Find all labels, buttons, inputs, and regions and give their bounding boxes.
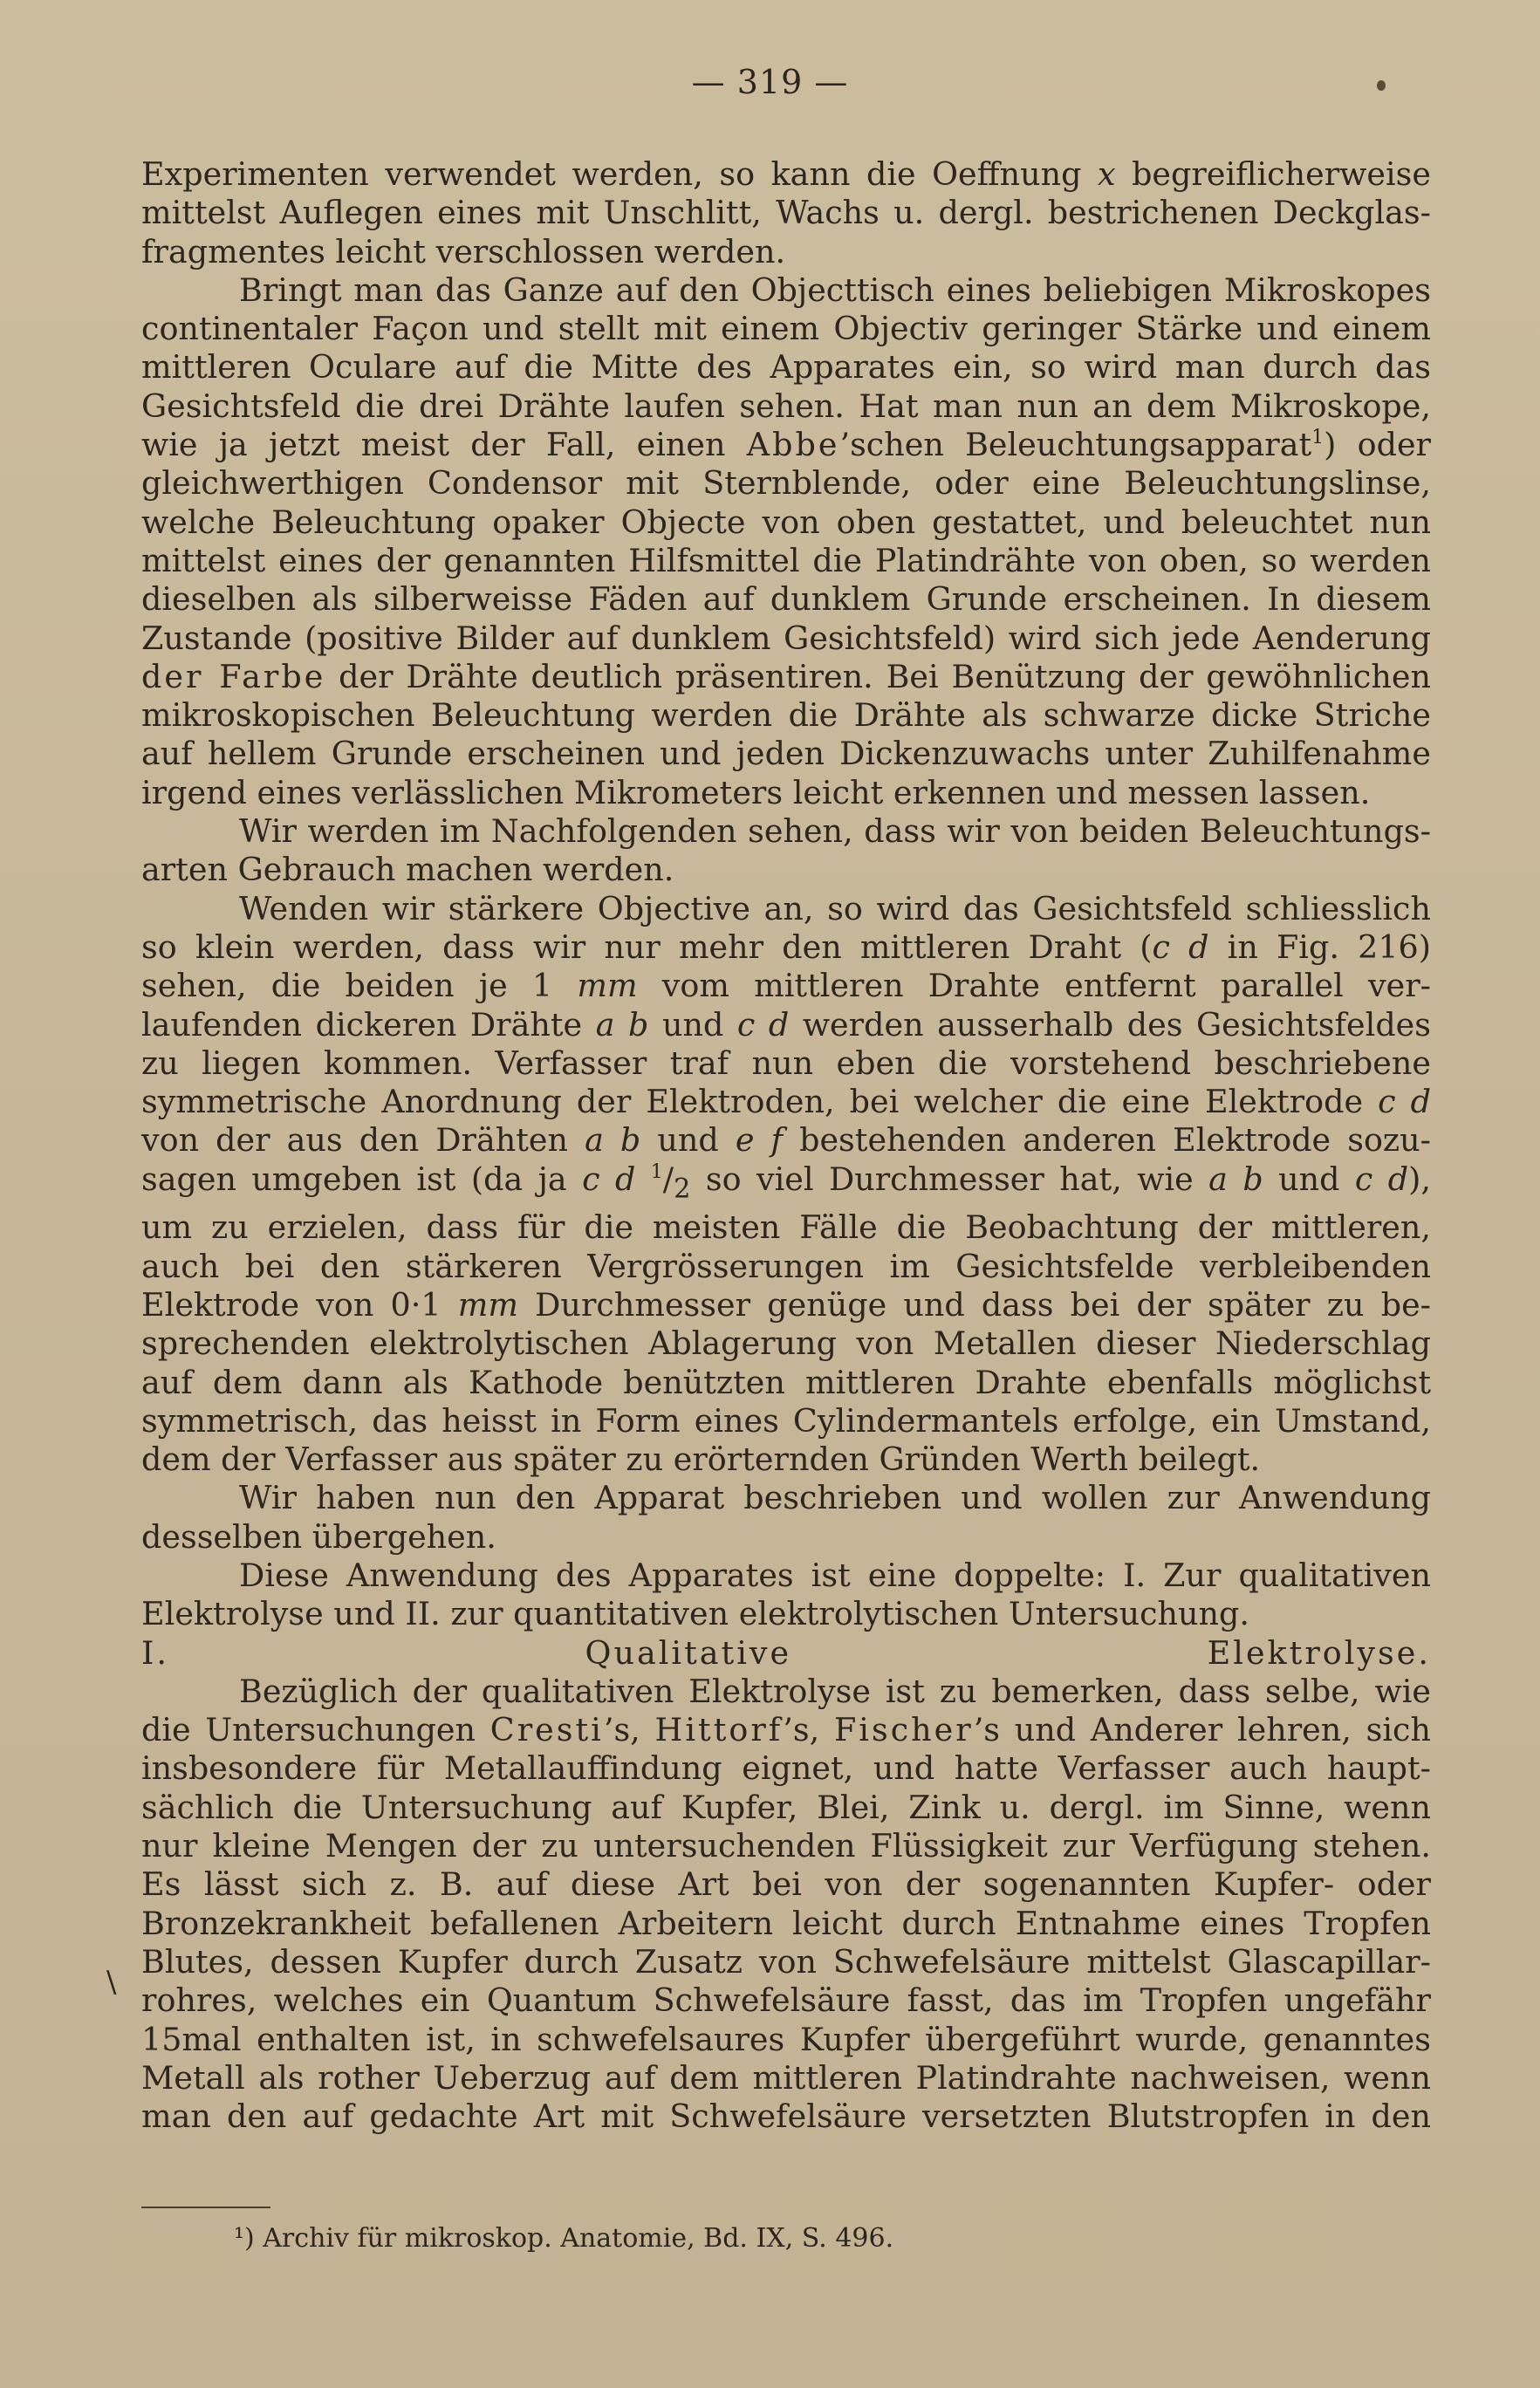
text-line: dem der Verfasser aus später zu erörternden Gründen Werth beilegt.	[141, 1440, 1261, 1479]
text-line: Diese Anwendung des Apparates ist eine doppelte: I. Zur qualitativen	[239, 1556, 1431, 1594]
page-number: — 319 —	[691, 63, 849, 101]
text-line: desselben übergehen.	[141, 1517, 496, 1556]
text-line: auf hellem Grunde erscheinen und jeden Dickenzuwachs unter Zuhilfenahme	[141, 735, 1431, 773]
text-line: mittelst eines der genannten Hilfsmittel die Platindrähte von oben, so werden	[141, 541, 1431, 579]
text-line: Elektrolyse und II. zur quantitativen elektrolytischen Untersuchung.	[141, 1595, 1250, 1633]
body-text	[141, 155, 1431, 2136]
text-line: symmetrisch, das heisst in Form eines Cylindermantels erfolge, ein Umstand,	[141, 1401, 1431, 1440]
text-line: sprechenden elektrolytischen Ablagerung von Metallen dieser Niederschlag	[141, 1324, 1431, 1363]
text-line: Wir werden im Nachfolgenden sehen, dass wir von beiden Beleuchtungs-	[239, 812, 1431, 851]
text-line: dieselben als silberweisse Fäden auf dunklem Grunde erscheinen. In diesem	[141, 580, 1431, 619]
text-line: insbesondere für Metallauffindung eignet, und hatte Verfasser auch haupt-	[141, 1749, 1431, 1788]
text-line: nur kleine Mengen der zu untersuchenden Flüssigkeit zur Verfügung stehen.	[141, 1827, 1431, 1865]
ink-speck	[1377, 80, 1386, 91]
text-line: fragmentes leicht verschlossen werden.	[141, 232, 786, 270]
text-line: um zu erzielen, dass für die meisten Fälle die Beobachtung der mittleren,	[141, 1208, 1431, 1247]
text-line: gleichwerthigen Condensor mit Sternblende, oder eine Beleuchtungslinse,	[141, 464, 1431, 503]
text-line: der Farbe der Drähte deutlich präsentiren. Bei Benützung der gewöhnlichen	[141, 657, 1431, 695]
text-line: mittleren Oculare auf die Mitte des Apparates ein, so wird man durch das	[141, 348, 1431, 387]
text-line: man den auf gedachte Art mit Schwefelsäure versetzten Blutstropfen in den	[141, 2097, 1431, 2136]
text-line: Bringt man das Ganze auf den Objecttisch eines beliebigen Mikroskopes	[239, 270, 1431, 309]
margin-mark: \	[106, 1965, 117, 2000]
text-line: welche Beleuchtung opaker Objecte von oben gestattet, und beleuchtet nun	[141, 503, 1431, 541]
text-line: sehen, die beiden je 1 mm vom mittleren Drahte entfernt parallel ver-	[141, 967, 1431, 1005]
text-line: continentaler Façon und stellt mit einem Objectiv geringer Stärke und einem	[141, 310, 1431, 348]
text-line: Blutes, dessen Kupfer durch Zusatz von Schwefelsäure mittelst Glascapillar-	[141, 1942, 1431, 1981]
text-line: wie ja jetzt meist der Fall, einen Abbe’schen Beleuchtungsapparat$^1$) oder	[141, 426, 1432, 464]
text-line: arten Gebrauch machen werden.	[141, 851, 674, 889]
text-line: laufenden dickeren Drähte a b und c d werden ausserhalb des Gesichtsfeldes	[141, 1005, 1432, 1043]
text-line: rohres, welches ein Quantum Schwefelsäure fasst, das im Tropfen ungefähr	[141, 1981, 1431, 2020]
footnote: ¹) Archiv für mikroskop. Anatomie, Bd. IX, S. 496.	[234, 2223, 894, 2254]
text-line: Bezüglich der qualitativen Elektrolyse ist zu bemerken, dass selbe, wie	[239, 1672, 1431, 1710]
text-line: mittelst Auflegen eines mit Unschlitt, Wachs u. dergl. bestrichenen Deckglas-	[141, 194, 1431, 232]
text-line: so klein werden, dass wir nur mehr den mittleren Draht (c d in Fig. 216)	[141, 927, 1431, 966]
text-line: irgend eines verlässlichen Mikrometers leicht erkennen und messen lassen.	[141, 773, 1371, 811]
text-line: auf dem dann als Kathode benützten mittleren Drahte ebenfalls möglichst	[141, 1363, 1431, 1401]
text-line: Zustande (positive Bilder auf dunklem Gesichtsfeld) wird sich jede Aenderung	[141, 619, 1431, 657]
text-line: die Untersuchungen Cresti’s, Hittorf’s, Fischer’s und Anderer lehren, sich	[141, 1711, 1431, 1749]
text-line: mikroskopischen Beleuchtung werden die Drähte als schwarze dicke Striche	[141, 696, 1431, 735]
text-line: von der aus den Drähten a b und e f bestehenden anderen Elektrode sozu-	[141, 1121, 1432, 1160]
text-line: 15mal enthalten ist, in schwefelsaures Kupfer übergeführt wurde, genanntes	[141, 2020, 1431, 2058]
text-line: Wir haben nun den Apparat beschrieben und wollen zur Anwendung	[239, 1479, 1431, 1517]
text-line: Experimenten verwendet werden, so kann die Oeffnung x begreiflicherweise	[141, 155, 1431, 193]
footnote-rule	[141, 2207, 270, 2208]
text-line: sächlich die Untersuchung auf Kupfer, Blei, Zink u. dergl. im Sinne, wenn	[141, 1788, 1431, 1826]
text-line: symmetrische Anordnung der Elektroden, bei welcher die eine Elektrode c d	[141, 1083, 1431, 1121]
text-line: Wenden wir stärkere Objective an, so wird das Gesichtsfeld schliesslich	[239, 889, 1431, 927]
text-line: Elektrode von 0·1 mm Durchmesser genüge und dass bei der später zu be-	[141, 1285, 1431, 1324]
section-heading: I. Qualitative Elektrolyse.	[141, 1633, 1431, 1672]
text-line: Metall als rother Ueberzug auf dem mittleren Platindrahte nachweisen, wenn	[141, 2058, 1431, 2097]
text-line: sagen umgeben ist (da ja c d $^1/_2$ so viel Durchmesser hat, wie a b und c d),	[141, 1160, 1431, 1205]
text-line: auch bei den stärkeren Vergrösserungen im Gesichtsfelde verbleibenden	[141, 1247, 1431, 1285]
text-line: Gesichtsfeld die drei Drähte laufen sehen. Hat man nun an dem Mikroskope,	[141, 387, 1431, 425]
text-line: Bronzekrankheit befallenen Arbeitern leicht durch Entnahme eines Tropfen	[141, 1904, 1431, 1942]
text-line: Es lässt sich z. B. auf diese Art bei von der sogenannten Kupfer- oder	[141, 1865, 1431, 1904]
text-line: zu liegen kommen. Verfasser traf nun eben die vorstehend beschriebene	[141, 1043, 1431, 1082]
